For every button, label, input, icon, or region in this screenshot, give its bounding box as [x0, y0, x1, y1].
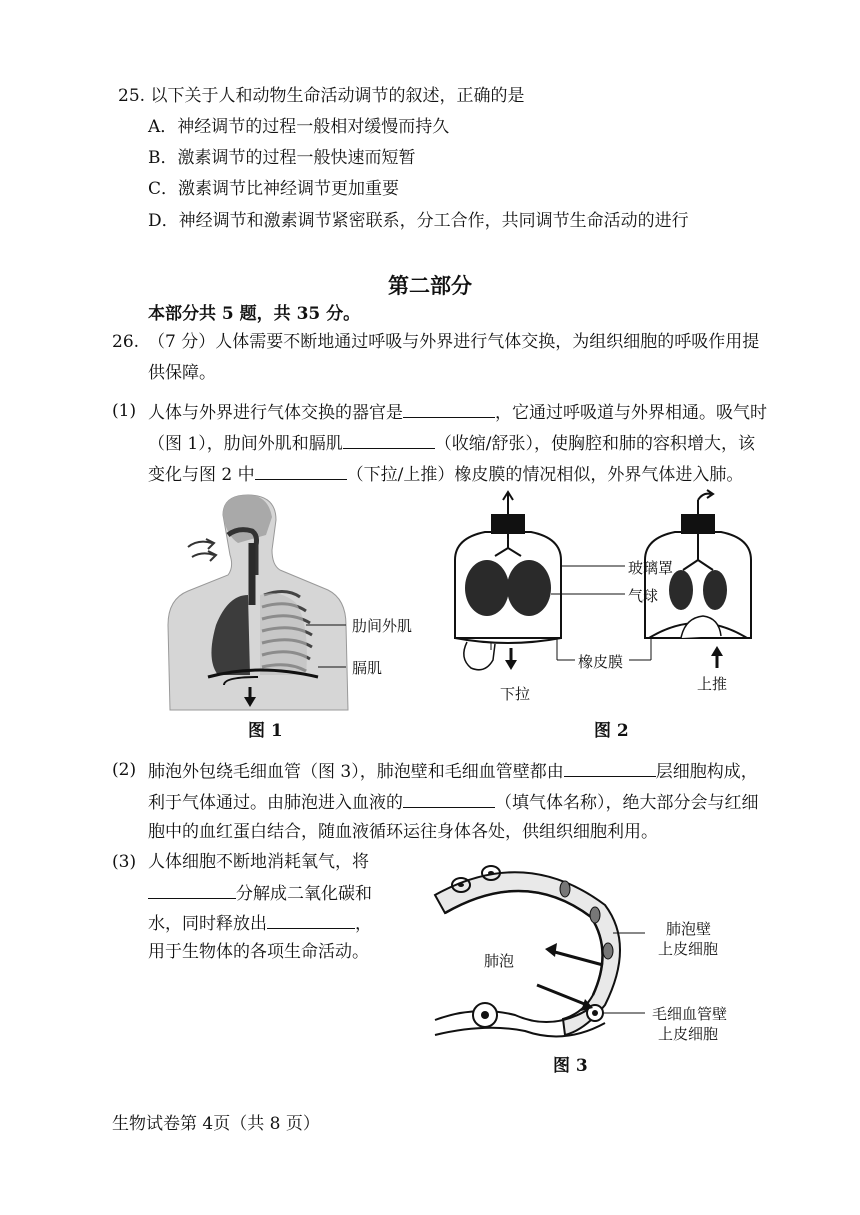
balloon-right-deflated: [703, 570, 727, 610]
answer-blank-cell-layers[interactable]: [564, 758, 656, 777]
fig1-label-diaphragm: 膈肌: [352, 659, 383, 677]
q26-stem-line2: 供保障。: [148, 363, 216, 383]
fig3-label-alveolus: 肺泡: [484, 952, 515, 970]
q25-option-b[interactable]: B．激素调节的过程一般快速而短暂: [148, 148, 416, 168]
q25-option-d[interactable]: D．神经调节和激素调节紧密联系，分工合作，共同调节生命活动的进行: [148, 211, 689, 231]
fig2-label-pull-down: 下拉: [500, 685, 531, 703]
q26-part1-line2-a: （图 1），肋间外肌和膈肌: [148, 434, 343, 454]
q26-part3-line1: 人体细胞不断地消耗氧气，将: [148, 852, 369, 872]
q26-part1-line2: [148, 430, 755, 456]
q26-stem-line1: （7 分）人体需要不断地通过呼吸与外界进行气体交换，为组织细胞的呼吸作用提: [148, 332, 760, 352]
answer-blank-muscle-state[interactable]: [343, 430, 435, 449]
epithelial-cell: [560, 881, 570, 897]
q25-option-a[interactable]: A．神经调节的过程一般相对缓慢而持久: [148, 117, 450, 137]
hand-pushing: [681, 616, 721, 638]
q25-stem: 25. 以下关于人和动物生命活动调节的叙述，正确的是: [118, 86, 525, 106]
q26-part1-line1: [148, 399, 767, 425]
q26-part3-line3: [148, 910, 372, 936]
fig3-caption: 图 3: [553, 1056, 588, 1076]
epithelial-cell: [590, 907, 600, 923]
fig2-label-bell-jar: 玻璃罩: [628, 559, 674, 577]
fig1-caption: 图 1: [248, 721, 283, 741]
hand-pulling: [464, 642, 495, 670]
q26-part2-number: (2): [112, 760, 137, 780]
part2-intro: 本部分共 5 题，共 35 分。: [148, 304, 361, 324]
figure3-alveolus-capillary: [415, 855, 645, 1055]
q26-part3-line3-a: 水，同时释放出: [148, 914, 267, 934]
fig2-label-push-up: 上推: [697, 675, 728, 693]
balloon-left: [465, 560, 509, 616]
q26-part1-line3-a: 变化与图 2 中: [148, 465, 255, 485]
bell-jar-pulled: [455, 492, 561, 670]
air-in-arrow-icon: [192, 551, 216, 561]
answer-blank-energy[interactable]: [267, 910, 355, 929]
q26-part2-line1: [148, 758, 758, 784]
figure1-respiratory-illustration: [168, 495, 368, 710]
air-in-arrow-icon: [188, 539, 214, 549]
balloon-right: [507, 560, 551, 616]
q26-part1-number: (1): [112, 401, 137, 421]
q26-part2-line3: 胞中的血红蛋白结合，随血液循环运往身体各处，供组织细胞利用。: [148, 822, 658, 842]
answer-blank-membrane-direction[interactable]: [255, 461, 347, 480]
q26-part3-line2-b: 分解成二氧化碳和: [236, 884, 372, 904]
q26-part1-line3: [148, 461, 743, 487]
fig3-label-capillary-wall-2: 上皮细胞: [658, 1025, 719, 1043]
answer-blank-substance[interactable]: [148, 880, 236, 899]
q26-part3-line4: 用于生物体的各项生命活动。: [148, 942, 369, 962]
q26-number: 26.: [112, 332, 140, 352]
q26-part1-line1-b: ，它通过呼吸道与外界相通。吸气时: [495, 403, 767, 423]
q25-option-c[interactable]: C．激素调节比神经调节更加重要: [148, 179, 400, 199]
fig3-label-alveolar-wall-2: 上皮细胞: [658, 940, 719, 958]
fig2-label-membrane: 橡皮膜: [578, 653, 624, 671]
q26-part3-line2: [148, 880, 372, 906]
q26-part2-line2-a: 利于气体通过。由肺泡进入血液的: [148, 793, 403, 813]
epithelial-cell: [603, 943, 613, 959]
down-arrow-icon: [505, 660, 517, 670]
q26-part2-line2-b: （填气体名称），绝大部分会与红细: [495, 793, 759, 813]
q26-part2-line1-a: 肺泡外包绕毛细血管（图 3），肺泡壁和毛细血管壁都由: [148, 762, 564, 782]
fig3-label-capillary-wall-1: 毛细血管壁: [652, 1005, 728, 1023]
arrow-to-alveolus-icon: [545, 943, 557, 957]
fig2-label-balloon: 气球: [628, 587, 659, 605]
answer-blank-gas-name[interactable]: [403, 789, 495, 808]
q26-part2-line1-b: 层细胞构成，: [655, 762, 758, 782]
bell-jar-pushed: [645, 490, 751, 668]
q26-part1-line3-b: （下拉/上推）橡皮膜的情况相似，外界气体进入肺。: [346, 465, 744, 485]
answer-blank-organ[interactable]: [403, 399, 495, 418]
q26-part3-line3-b: ，: [355, 914, 372, 934]
fig3-label-alveolar-wall-1: 肺泡壁: [666, 920, 712, 938]
q26-part1-line1-a: 人体与外界进行气体交换的器官是: [148, 403, 403, 423]
part2-title: 第二部分: [388, 273, 472, 298]
fig2-caption: 图 2: [594, 721, 629, 741]
up-arrow-icon: [711, 646, 723, 656]
fig1-label-intercostal-muscle: 肋间外肌: [352, 617, 413, 635]
q26-part3-number: (3): [112, 852, 137, 872]
page-footer: 生物试卷第 4页（共 8 页）: [112, 1114, 320, 1134]
q26-part2-line2: [148, 789, 759, 815]
q26-part1-line2-b: （收缩/舒张），使胸腔和肺的容积增大，该: [434, 434, 755, 454]
